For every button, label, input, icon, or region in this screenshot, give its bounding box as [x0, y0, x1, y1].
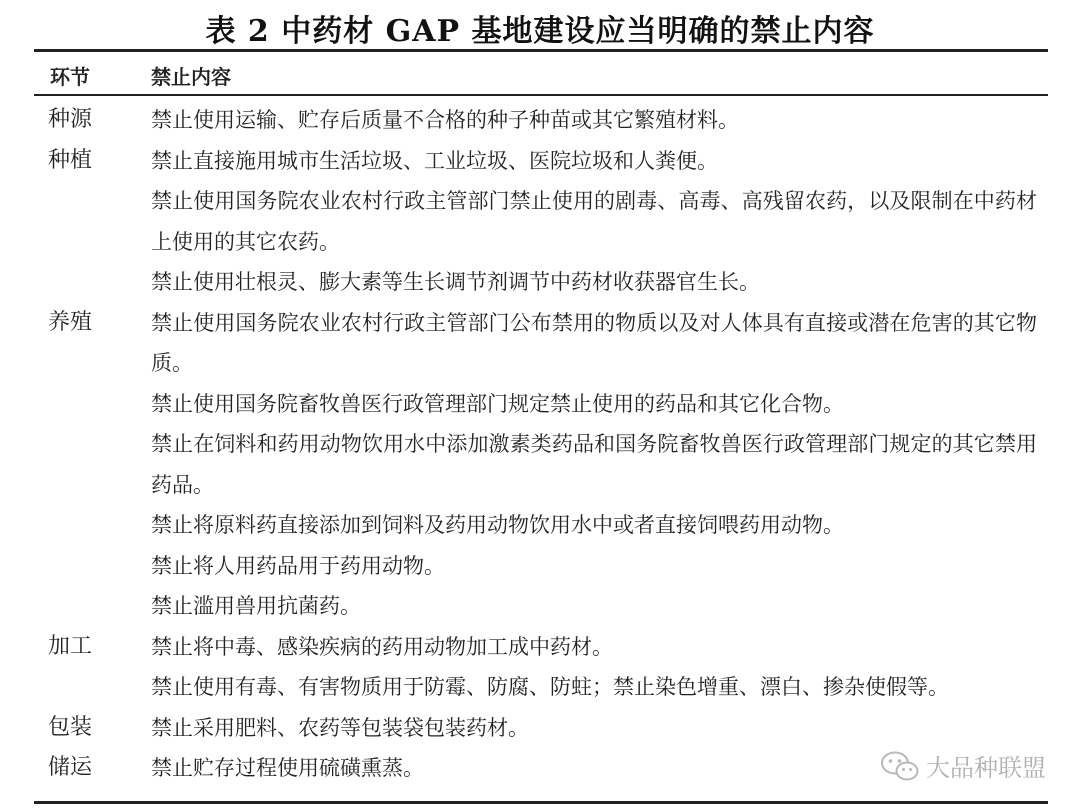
- row-content: 禁止使用运输、贮存后质量不合格的种子种苗或其它繁殖材料。: [151, 108, 739, 132]
- watermark: [880, 748, 1046, 783]
- table-row: [0, 546, 1080, 587]
- header-content: 禁止内容: [151, 65, 231, 89]
- row-stage: 养殖: [48, 309, 93, 335]
- table-row: [0, 141, 1080, 182]
- row-content: 禁止使用国务院农业农村行政主管部门禁止使用的剧毒、高毒、高残留农药，以及限制在中药材上使用的其它农药。: [151, 189, 1037, 254]
- row-content: 禁止使用国务院农业农村行政主管部门公布禁用的物质以及对人体具有直接或潜在危害的其它物质。: [151, 310, 1037, 375]
- table-body: [0, 100, 1080, 789]
- table-row: [0, 181, 1080, 262]
- wechat-icon: [880, 750, 920, 782]
- table-row: [0, 667, 1080, 708]
- row-stage: 包装: [48, 714, 93, 740]
- row-content: 禁止采用肥料、农药等包装袋包装药材。: [151, 715, 529, 740]
- row-content: 禁止将中毒、感染疾病的药用动物加工成中药材。: [151, 634, 613, 659]
- table-bottom-rule: [34, 801, 1048, 804]
- row-content: 禁止直接施用城市生活垃圾、工业垃圾、医院垃圾和人粪便。: [151, 148, 718, 173]
- row-content: 禁止贮存过程使用硫磺熏蒸。: [151, 756, 424, 780]
- table-row: [0, 384, 1080, 425]
- row-content: 禁止使用国务院畜牧兽医行政管理部门规定禁止使用的药品和其它化合物。: [151, 391, 844, 416]
- table-row: [0, 303, 1080, 384]
- table-title: 表 2 中药材 GAP 基地建设应当明确的禁止内容: [205, 14, 875, 49]
- row-content: 禁止使用壮根灵、膨大素等生长调节剂调节中药材收获器官生长。: [151, 270, 760, 294]
- table-row: [0, 262, 1080, 303]
- row-stage: 种源: [48, 107, 93, 132]
- table-row: [0, 505, 1080, 546]
- table-header-rule: [34, 94, 1048, 96]
- row-content: 禁止在饲料和药用动物饮用水中添加激素类药品和国务院畜牧兽医行政管理部门规定的其它禁用药品。: [151, 432, 1037, 497]
- table-top-rule: [34, 49, 1048, 52]
- header-stage: 环节: [50, 65, 90, 89]
- table-row: [0, 100, 1080, 141]
- row-stage: 种植: [48, 147, 93, 173]
- table-row: [0, 708, 1080, 749]
- table-row: [0, 424, 1080, 505]
- row-content: 禁止将原料药直接添加到饲料及药用动物饮用水中或者直接饲喂药用动物。: [151, 513, 844, 537]
- row-content: 禁止将人用药品用于药用动物。: [151, 553, 445, 578]
- row-stage: 加工: [48, 633, 93, 659]
- row-content: 禁止滥用兽用抗菌药。: [151, 594, 361, 618]
- table-row: [0, 627, 1080, 668]
- watermark-text: 大品种联盟: [926, 754, 1046, 782]
- row-stage: 储运: [48, 755, 93, 780]
- row-content: 禁止使用有毒、有害物质用于防霉、防腐、防蛀；禁止染色增重、漂白、掺杂使假等。: [151, 675, 949, 699]
- table-row: [0, 586, 1080, 627]
